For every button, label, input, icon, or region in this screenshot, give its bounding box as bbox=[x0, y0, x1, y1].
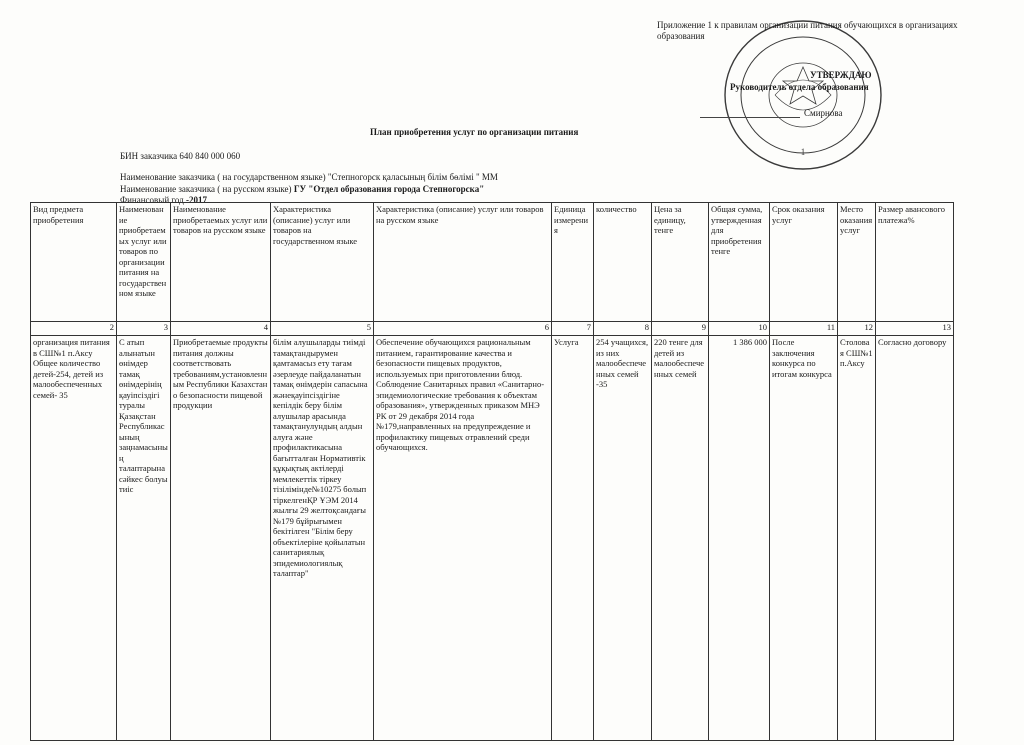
table-row bbox=[31, 336, 954, 741]
approve-label: УТВЕРЖДАЮ bbox=[810, 70, 872, 80]
column-number: 4 bbox=[171, 322, 271, 336]
column-number: 6 bbox=[374, 322, 552, 336]
header-cell: Вид предмета приобретения bbox=[31, 203, 117, 322]
fiscal-year-label: Финансовый год bbox=[120, 195, 184, 205]
customer-name-ru-value: ГУ "Отдел образования города Степногорска" bbox=[293, 184, 485, 194]
column-number: 13 bbox=[876, 322, 954, 336]
cell-name-state: С атып алынатын өнімдер тамақ өнімдерінің қауіпсіздігі туралы Қазақстан Республикасының заңнамасының талаптарына сәйкес болуы тиіс bbox=[117, 336, 171, 741]
header-cell: Наименование приобретаемых услуг или товаров на русском языке bbox=[171, 203, 271, 322]
cell-subject-type: организация питания в СШ№1 п.Аксу Общее количество детей-254, детей из малообеспеченных семей- 35 bbox=[31, 336, 117, 741]
customer-name-ru bbox=[120, 184, 484, 194]
column-number: 3 bbox=[117, 322, 171, 336]
header-cell: Место оказания услуг bbox=[838, 203, 876, 322]
signer-name: Смирнова bbox=[804, 108, 843, 118]
column-number: 5 bbox=[271, 322, 374, 336]
column-number: 10 bbox=[709, 322, 770, 336]
header-cell: Общая сумма, утвержденная для приобретения тенге bbox=[709, 203, 770, 322]
cell-total-amount: 1 386 000 bbox=[709, 336, 770, 741]
column-number: 9 bbox=[652, 322, 709, 336]
header-cell: Цена за единицу, тенге bbox=[652, 203, 709, 322]
header-row bbox=[31, 203, 954, 322]
cell-service-term: После заключения конкурса по итогам конкурса bbox=[770, 336, 838, 741]
customer-name-ru-label: Наименование заказчика ( на русском языке) bbox=[120, 184, 292, 194]
header-cell: Срок оказания услуг bbox=[770, 203, 838, 322]
header-cell: количество bbox=[594, 203, 652, 322]
cell-quantity: 254 учащихся, из них малообеспеченных семей -35 bbox=[594, 336, 652, 741]
svg-text:1: 1 bbox=[800, 147, 806, 157]
cell-unit-price: 220 тенге для детей из малообеспеченных семей bbox=[652, 336, 709, 741]
cell-description-ru: Обеспечение обучающихся рациональным питанием, гарантирование качества и безопасности пищевых продуктов, используемых при приготовлении блюд. Соблюдение Санитарных правил «Санитарно-эпидемиологические требования к объектам образования», утвержденных приказом МНЭ РК от 29 декабря 2014 года №179,направленных на предупреждение и профилактику пищевых отравлений среди обучающихся. bbox=[374, 336, 552, 741]
header-cell: Характеристика (описание) услуг или товаров на русском языке bbox=[374, 203, 552, 322]
column-number: 2 bbox=[31, 322, 117, 336]
fiscal-year-value: -2017 bbox=[185, 195, 207, 205]
column-number: 11 bbox=[770, 322, 838, 336]
approver-role: Руководитель отдела образования bbox=[730, 82, 869, 92]
cell-service-place: Столовая СШ№1 п.Аксу bbox=[838, 336, 876, 741]
cell-name-ru: Приобретаемые продукты питания должны соответствовать требованиям,установленным Республики Казахстан о безопасности пищевой продукции bbox=[171, 336, 271, 741]
header-cell: Характеристика (описание) услуг или товаров на государственном языке bbox=[271, 203, 374, 322]
signature-line bbox=[700, 108, 842, 118]
cell-description-state: білім алушыларды тиімді тамақтандырумен қамтамасыз ету тағам әзерлеуде пайдаланатын тамақ өнімдерін сапасына жәнеқауіпсіздігіне кепілдік беру білім алушылар арасында тамақтанулундың алдын алуға және профилактикасына бағытталған Нормативтік құқықтық актілерді мемлекеттік тіркеу тізілімінде№10275 болып тіркелгенҚР ҰЭМ 2014 жылғы 29 желтоқсандағы №179 бұйрығымен бекітілген "Білім беру объектілеріне қойылатын санитариялық эпидемиологиялық талаптар" bbox=[271, 336, 374, 741]
column-number: 8 bbox=[594, 322, 652, 336]
header-cell: Единица измерения bbox=[552, 203, 594, 322]
column-number: 12 bbox=[838, 322, 876, 336]
customer-name-state: Наименование заказчика ( на государственном языке) "Степногорск қаласының білім бөлімі " ММ bbox=[120, 172, 498, 182]
header-cell: Размер авансового платежа% bbox=[876, 203, 954, 322]
cell-unit: Услуга bbox=[552, 336, 594, 741]
procurement-plan-table bbox=[30, 202, 954, 741]
cell-advance-payment: Согласно договору bbox=[876, 336, 954, 741]
column-number: 7 bbox=[552, 322, 594, 336]
appendix-note: Приложение 1 к правилам организации питания обучающихся в организациях образования bbox=[657, 20, 958, 41]
customer-bin: БИН заказчика 640 840 000 060 bbox=[120, 151, 241, 161]
header-cell: Наименование приобретаемых услуг или товаров по организации питания на государственном языке bbox=[117, 203, 171, 322]
document-title: План приобретения услуг по организации питания bbox=[370, 127, 579, 137]
column-number-row bbox=[31, 322, 954, 336]
